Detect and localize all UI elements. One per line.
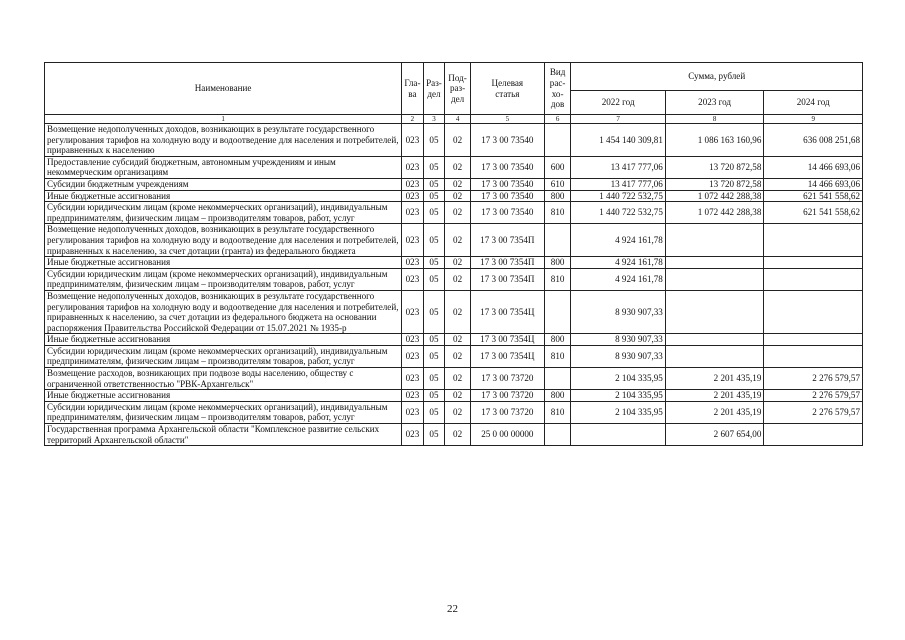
row-name: Субсидии юридическим лицам (кроме некоммерческих организаций), индивидуальным предпринимателям, физическим лицам – производителям товаров, работ, услуг [45,345,402,367]
header-year-2023: 2023 год [665,91,764,115]
row-name: Иные бюджетные ассигнования [45,257,402,269]
row-vid [544,124,571,157]
row-target: 17 3 00 73720 [470,401,544,423]
column-number: 2 [402,115,424,124]
row-sum-2024: 2 276 579,57 [764,401,863,423]
row-vid [544,290,571,333]
row-sum-2024: 636 008 251,68 [764,124,863,157]
row-sum-2022: 4 924 161,78 [571,257,665,269]
row-sum-2024 [764,268,863,290]
row-target: 17 3 00 7354П [470,257,544,269]
row-sum-2024: 621 541 558,62 [764,202,863,224]
header-year-2024: 2024 год [764,91,863,115]
row-sum-2023 [665,224,764,257]
row-name: Возмещение недополученных доходов, возникающих в результате государственного регулирования тарифов на холодную воду и водоотведение для населения и потребителей, приравненных к населению [45,124,402,157]
row-sum-2022: 13 417 777,06 [571,156,665,178]
table-row [45,424,863,446]
column-number: 1 [45,115,402,124]
row-sum-2023: 13 720 872,58 [665,156,764,178]
row-podrazdel: 02 [445,390,471,402]
row-podrazdel: 02 [445,424,471,446]
row-glava: 023 [402,124,424,157]
table-row [45,368,863,390]
row-name: Иные бюджетные ассигнования [45,334,402,346]
row-sum-2023 [665,334,764,346]
row-podrazdel: 02 [445,257,471,269]
row-sum-2024 [764,257,863,269]
row-podrazdel: 02 [445,124,471,157]
row-sum-2023 [665,345,764,367]
row-target: 17 3 00 7354Ц [470,290,544,333]
row-sum-2023: 2 201 435,19 [665,401,764,423]
table-row [45,334,863,346]
row-target: 17 3 00 73540 [470,156,544,178]
column-number: 4 [445,115,471,124]
row-razdel: 05 [423,424,445,446]
table-row [45,290,863,333]
row-podrazdel: 02 [445,190,471,202]
table-row [45,190,863,202]
row-name: Предоставление субсидий бюджетным, автономным учреждениям и иным некоммерческим организациям [45,156,402,178]
row-sum-2024 [764,334,863,346]
row-glava: 023 [402,290,424,333]
row-glava: 023 [402,368,424,390]
row-podrazdel: 02 [445,268,471,290]
table-body [45,124,863,446]
row-sum-2022: 4 924 161,78 [571,268,665,290]
budget-table [44,62,863,446]
row-podrazdel: 02 [445,156,471,178]
row-name: Возмещение расходов, возникающих при подвозе воды населению, обществу с ограниченной ответственностью "РВК-Архангельск" [45,368,402,390]
row-name: Государственная программа Архангельской области "Комплексное развитие сельских территорий Архангельской области" [45,424,402,446]
row-sum-2022: 8 930 907,33 [571,290,665,333]
row-glava: 023 [402,178,424,190]
row-target: 17 3 00 73540 [470,202,544,224]
row-target: 25 0 00 00000 [470,424,544,446]
table-row [45,124,863,157]
row-podrazdel: 02 [445,401,471,423]
row-name: Возмещение недополученных доходов, возникающих в результате государственного регулирования тарифов на холодную воду и водоотведение для населения и потребителей, приравненных к населению, за счет дотации из федерального бюджета на основании распоряжения Правительства Российской Федерации от 15.07.2021 № 1935-р [45,290,402,333]
row-sum-2023 [665,257,764,269]
row-podrazdel: 02 [445,224,471,257]
row-target: 17 3 00 73540 [470,124,544,157]
row-sum-2024: 14 466 693,06 [764,156,863,178]
column-number: 5 [470,115,544,124]
table-row [45,224,863,257]
row-target: 17 3 00 7354П [470,224,544,257]
row-sum-2023: 1 086 163 160,96 [665,124,764,157]
row-vid [544,368,571,390]
row-razdel: 05 [423,290,445,333]
header-sum: Сумма, рублей [571,63,863,91]
table-row [45,390,863,402]
row-target: 17 3 00 73720 [470,390,544,402]
column-number-row [45,115,863,124]
row-sum-2023: 2 607 654,00 [665,424,764,446]
row-razdel: 05 [423,401,445,423]
row-sum-2024: 14 466 693,06 [764,178,863,190]
row-sum-2022: 8 930 907,33 [571,334,665,346]
row-vid: 810 [544,401,571,423]
row-sum-2024: 2 276 579,57 [764,390,863,402]
row-sum-2024 [764,290,863,333]
row-podrazdel: 02 [445,290,471,333]
row-name: Иные бюджетные ассигнования [45,390,402,402]
row-razdel: 05 [423,334,445,346]
row-sum-2022: 1 440 722 532,75 [571,190,665,202]
row-sum-2022: 8 930 907,33 [571,345,665,367]
table-row [45,156,863,178]
row-glava: 023 [402,401,424,423]
row-razdel: 05 [423,224,445,257]
row-glava: 023 [402,268,424,290]
row-sum-2024 [764,424,863,446]
row-target: 17 3 00 7354Ц [470,345,544,367]
column-number: 7 [571,115,665,124]
header-name: Наименование [45,63,402,115]
row-name: Субсидии юридическим лицам (кроме некоммерческих организаций), индивидуальным предпринимателям, физическим лицам – производителям товаров, работ, услуг [45,202,402,224]
row-name: Субсидии юридическим лицам (кроме некоммерческих организаций), индивидуальным предпринимателям, физическим лицам – производителям товаров, работ, услуг [45,401,402,423]
table-row [45,345,863,367]
row-sum-2022: 4 924 161,78 [571,224,665,257]
row-sum-2023: 2 201 435,19 [665,390,764,402]
row-glava: 023 [402,224,424,257]
row-glava: 023 [402,190,424,202]
row-sum-2023 [665,290,764,333]
table-row [45,257,863,269]
row-podrazdel: 02 [445,334,471,346]
row-glava: 023 [402,390,424,402]
row-target: 17 3 00 7354Ц [470,334,544,346]
row-vid [544,424,571,446]
row-podrazdel: 02 [445,368,471,390]
header-vid: Вид рас- хо- дов [544,63,571,115]
row-sum-2022: 1 440 722 532,75 [571,202,665,224]
row-razdel: 05 [423,345,445,367]
header-podrazdel: Под- раз- дел [445,63,471,115]
row-sum-2023: 13 720 872,58 [665,178,764,190]
row-razdel: 05 [423,202,445,224]
header-glava: Гла- ва [402,63,424,115]
row-razdel: 05 [423,268,445,290]
row-sum-2024 [764,345,863,367]
page-number: 22 [447,603,458,615]
column-number: 6 [544,115,571,124]
row-target: 17 3 00 73540 [470,178,544,190]
row-vid: 800 [544,190,571,202]
row-vid: 800 [544,334,571,346]
table-row [45,401,863,423]
row-glava: 023 [402,257,424,269]
row-sum-2023 [665,268,764,290]
row-target: 17 3 00 7354П [470,268,544,290]
row-glava: 023 [402,424,424,446]
row-vid: 810 [544,345,571,367]
row-vid: 600 [544,156,571,178]
row-glava: 023 [402,156,424,178]
row-sum-2022: 13 417 777,06 [571,178,665,190]
row-name: Субсидии юридическим лицам (кроме некоммерческих организаций), индивидуальным предпринимателям, физическим лицам – производителям товаров, работ, услуг [45,268,402,290]
row-razdel: 05 [423,124,445,157]
row-target: 17 3 00 73540 [470,190,544,202]
column-number: 9 [764,115,863,124]
row-podrazdel: 02 [445,178,471,190]
row-razdel: 05 [423,178,445,190]
row-sum-2023: 1 072 442 288,38 [665,202,764,224]
row-sum-2022 [571,424,665,446]
row-sum-2022: 1 454 140 309,81 [571,124,665,157]
row-name: Возмещение недополученных доходов, возникающих в результате государственного регулирования тарифов на холодную воду и водоотведение для населения и потребителей, приравненных к населению, за счет дотации (гранта) из федерального бюджета [45,224,402,257]
row-vid [544,224,571,257]
row-vid: 800 [544,257,571,269]
header-target: Целевая статья [470,63,544,115]
row-vid: 610 [544,178,571,190]
table-row [45,268,863,290]
row-sum-2024: 621 541 558,62 [764,190,863,202]
row-target: 17 3 00 73720 [470,368,544,390]
row-podrazdel: 02 [445,345,471,367]
row-sum-2024: 2 276 579,57 [764,368,863,390]
row-sum-2022: 2 104 335,95 [571,390,665,402]
row-razdel: 05 [423,257,445,269]
row-vid: 810 [544,268,571,290]
row-podrazdel: 02 [445,202,471,224]
table-row [45,178,863,190]
column-number: 3 [423,115,445,124]
row-glava: 023 [402,334,424,346]
row-sum-2022: 2 104 335,95 [571,368,665,390]
row-name: Иные бюджетные ассигнования [45,190,402,202]
row-glava: 023 [402,345,424,367]
row-sum-2024 [764,224,863,257]
row-sum-2022: 2 104 335,95 [571,401,665,423]
row-sum-2023: 1 072 442 288,38 [665,190,764,202]
row-glava: 023 [402,202,424,224]
row-razdel: 05 [423,390,445,402]
header-razdel: Раз- дел [423,63,445,115]
row-vid: 810 [544,202,571,224]
row-razdel: 05 [423,190,445,202]
row-razdel: 05 [423,368,445,390]
row-sum-2023: 2 201 435,19 [665,368,764,390]
table-row [45,202,863,224]
header-year-2022: 2022 год [571,91,665,115]
column-number: 8 [665,115,764,124]
row-razdel: 05 [423,156,445,178]
row-vid: 800 [544,390,571,402]
row-name: Субсидии бюджетным учреждениям [45,178,402,190]
